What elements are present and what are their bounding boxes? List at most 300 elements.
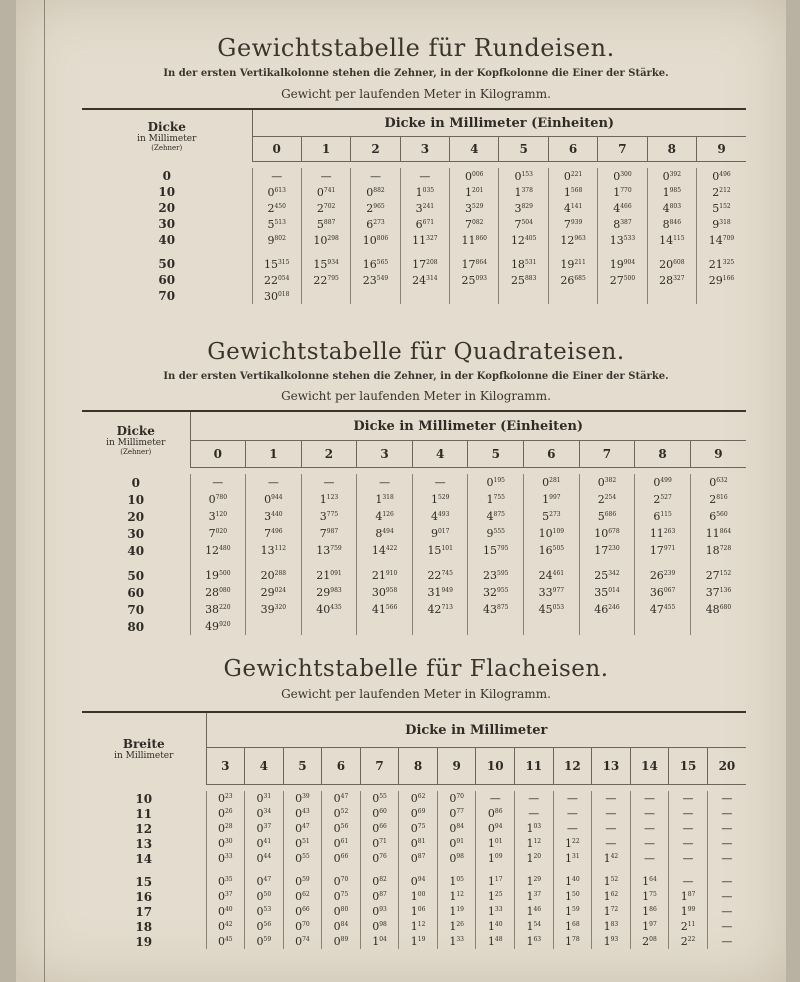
table-cell bbox=[598, 168, 647, 184]
table-cell bbox=[322, 919, 361, 934]
cell-value: 0 bbox=[217, 920, 225, 933]
table-cell bbox=[283, 904, 322, 919]
cell-decimals: 775 bbox=[326, 511, 339, 518]
cell-value: 0 bbox=[410, 807, 418, 820]
table-cell bbox=[322, 904, 361, 919]
table-cell bbox=[669, 851, 708, 866]
table-cell bbox=[579, 508, 635, 525]
cell-decimals: 84 bbox=[456, 823, 464, 830]
table-cell bbox=[246, 474, 302, 491]
cell-decimals: 795 bbox=[327, 274, 339, 282]
table-cell bbox=[524, 525, 580, 542]
cell-decimals: 054 bbox=[277, 274, 290, 282]
cell-decimals: 246 bbox=[608, 604, 620, 611]
cell-value: — bbox=[267, 476, 279, 489]
cell-value: 19 bbox=[560, 257, 575, 271]
table-cell bbox=[206, 806, 245, 821]
table-cell bbox=[647, 216, 696, 232]
cell-decimals: 500 bbox=[219, 570, 231, 577]
table-cell bbox=[301, 168, 350, 184]
cell-decimals: 035 bbox=[422, 186, 435, 194]
cell-decimals: 499 bbox=[660, 477, 672, 484]
table-cell bbox=[707, 904, 746, 919]
table-cell bbox=[399, 919, 438, 934]
table-cell bbox=[206, 889, 245, 904]
cell-value: 31 bbox=[427, 586, 442, 599]
cell-decimals: 829 bbox=[521, 202, 533, 210]
cell-value: 17 bbox=[594, 544, 609, 557]
cell-value: — bbox=[721, 807, 733, 820]
table-cell bbox=[669, 889, 708, 904]
table-cell bbox=[301, 184, 350, 200]
cell-decimals: 560 bbox=[716, 511, 728, 518]
cell-value: — bbox=[643, 852, 655, 865]
table-cell bbox=[357, 618, 413, 635]
cell-value: — bbox=[721, 852, 733, 865]
table-cell bbox=[476, 806, 515, 821]
cell-decimals: 513 bbox=[274, 218, 286, 226]
cell-decimals: 33 bbox=[456, 936, 464, 943]
cell-decimals: 76 bbox=[379, 853, 387, 860]
table-cell bbox=[592, 821, 631, 836]
table-row bbox=[82, 874, 746, 889]
cell-decimals: 949 bbox=[441, 587, 453, 594]
cell-value: 17 bbox=[412, 257, 427, 271]
cell-decimals: 500 bbox=[623, 274, 636, 282]
cell-decimals: 803 bbox=[669, 202, 682, 210]
cell-value: 0 bbox=[333, 920, 341, 933]
cell-value: 26 bbox=[560, 273, 575, 287]
flach-row-label: 19 bbox=[135, 934, 153, 949]
table-row bbox=[82, 232, 746, 248]
table-cell bbox=[468, 601, 524, 618]
table-cell bbox=[548, 184, 597, 200]
quadrat-table bbox=[82, 410, 746, 635]
cell-value: 1 bbox=[449, 920, 457, 933]
cell-decimals: 42 bbox=[610, 853, 619, 860]
table-cell bbox=[598, 256, 647, 272]
cell-decimals: 239 bbox=[663, 570, 676, 577]
cell-value: 0 bbox=[410, 852, 418, 865]
cell-decimals: 496 bbox=[719, 170, 731, 178]
table-cell bbox=[499, 256, 548, 272]
cell-value: 4 bbox=[613, 201, 621, 215]
table-cell bbox=[630, 836, 669, 851]
cell-decimals: 83 bbox=[610, 921, 619, 928]
cell-value: 18 bbox=[510, 257, 525, 271]
cell-decimals: 977 bbox=[552, 587, 565, 594]
table-cell bbox=[553, 904, 592, 919]
table-cell bbox=[190, 601, 246, 618]
cell-value: 0 bbox=[449, 837, 457, 850]
cell-value: 40 bbox=[316, 603, 331, 616]
table-cell bbox=[400, 288, 449, 304]
table-cell bbox=[499, 232, 548, 248]
cell-decimals: 120 bbox=[215, 511, 228, 518]
cell-value: — bbox=[682, 792, 694, 805]
table-cell bbox=[351, 232, 400, 248]
cell-value: 0 bbox=[333, 822, 341, 835]
cell-value: 1 bbox=[565, 875, 573, 888]
cell-value: 29 bbox=[316, 586, 331, 599]
cell-decimals: 440 bbox=[271, 511, 283, 518]
cell-value: 41 bbox=[371, 603, 386, 616]
table-cell bbox=[301, 525, 357, 542]
cell-decimals: 494 bbox=[382, 528, 394, 535]
cell-value: 0 bbox=[372, 792, 380, 805]
table-cell bbox=[400, 216, 449, 232]
cell-value: 3 bbox=[264, 510, 272, 523]
table-cell bbox=[707, 874, 746, 889]
table-cell bbox=[412, 491, 468, 508]
table-cell bbox=[647, 288, 696, 304]
cell-decimals: 300 bbox=[620, 170, 632, 178]
table-cell bbox=[437, 904, 476, 919]
table-cell bbox=[598, 272, 647, 288]
table-row bbox=[82, 601, 746, 618]
flach-row-label: 16 bbox=[135, 889, 153, 904]
table-cell bbox=[669, 919, 708, 934]
quadrat-row-header bbox=[82, 411, 190, 468]
table-cell bbox=[499, 216, 548, 232]
table-cell bbox=[697, 272, 746, 288]
table-cell bbox=[301, 474, 357, 491]
table-cell bbox=[468, 618, 524, 635]
cell-decimals: 109 bbox=[552, 528, 565, 535]
table-cell bbox=[351, 256, 400, 272]
cell-decimals: 944 bbox=[271, 494, 283, 501]
cell-value: 1 bbox=[487, 920, 495, 933]
cell-value: 0 bbox=[217, 890, 225, 903]
cell-decimals: 422 bbox=[385, 545, 398, 552]
cell-value: — bbox=[721, 920, 733, 933]
cell-value: 1 bbox=[319, 493, 327, 506]
table-cell bbox=[283, 806, 322, 821]
cell-value: 1 bbox=[526, 905, 534, 918]
flach-col-digit: 15 bbox=[669, 748, 708, 785]
table-cell bbox=[515, 904, 554, 919]
cell-value: 1 bbox=[410, 890, 418, 903]
table-cell bbox=[400, 272, 449, 288]
table-cell bbox=[707, 889, 746, 904]
cell-value: 1 bbox=[410, 905, 418, 918]
cell-value: 1 bbox=[565, 935, 573, 948]
table-cell bbox=[579, 491, 635, 508]
table-cell bbox=[476, 836, 515, 851]
cell-value: 0 bbox=[208, 493, 216, 506]
table-cell bbox=[252, 168, 301, 184]
cell-decimals: 685 bbox=[574, 274, 586, 282]
cell-value: 15 bbox=[313, 257, 328, 271]
cell-value: 11 bbox=[649, 527, 664, 540]
rund-column-header: Dicke in Millimeter (Einheiten) bbox=[252, 109, 746, 137]
table-cell bbox=[245, 791, 284, 806]
cell-value: 0 bbox=[449, 852, 457, 865]
cell-decimals: 017 bbox=[437, 528, 450, 535]
cell-decimals: 101 bbox=[441, 545, 453, 552]
table-cell bbox=[630, 919, 669, 934]
table-cell bbox=[553, 851, 592, 866]
cell-decimals: 221 bbox=[570, 170, 583, 178]
flach-col-digit: 10 bbox=[476, 748, 515, 785]
cell-value: 24 bbox=[538, 569, 553, 582]
cell-value: 0 bbox=[449, 822, 457, 835]
cell-decimals: 958 bbox=[385, 587, 398, 594]
cell-decimals: 22 bbox=[572, 838, 580, 845]
cell-value: 2 bbox=[642, 935, 650, 948]
cell-decimals: 318 bbox=[382, 494, 394, 501]
cell-value: 0 bbox=[597, 476, 605, 489]
flach-col-digit: 6 bbox=[322, 748, 361, 785]
table-cell bbox=[515, 919, 554, 934]
table-cell bbox=[399, 851, 438, 866]
cell-value: — bbox=[605, 837, 617, 850]
cell-decimals: 455 bbox=[663, 604, 676, 611]
cell-decimals: 875 bbox=[497, 604, 509, 611]
cell-value: 12 bbox=[205, 544, 220, 557]
cell-value: 9 bbox=[267, 233, 275, 247]
table-cell bbox=[707, 934, 746, 949]
cell-decimals: 62 bbox=[610, 891, 619, 898]
cell-value: 2 bbox=[597, 493, 605, 506]
cell-value: 0 bbox=[487, 822, 495, 835]
table-cell bbox=[450, 256, 499, 272]
cell-value: 28 bbox=[659, 273, 674, 287]
cell-decimals: 86 bbox=[649, 906, 657, 913]
cell-decimals: 44 bbox=[263, 853, 272, 860]
table-row bbox=[82, 256, 746, 272]
table-cell bbox=[697, 232, 746, 248]
cell-decimals: 211 bbox=[574, 258, 586, 266]
table-cell bbox=[400, 184, 449, 200]
cell-decimals: 98 bbox=[456, 853, 464, 860]
cell-decimals: 565 bbox=[376, 258, 389, 266]
table-cell bbox=[476, 889, 515, 904]
cell-value: 1 bbox=[449, 905, 457, 918]
table-cell bbox=[707, 851, 746, 866]
cell-decimals: 702 bbox=[323, 202, 336, 210]
cell-decimals: 52 bbox=[610, 876, 619, 883]
table-row bbox=[82, 216, 746, 232]
cell-decimals: 875 bbox=[493, 511, 505, 518]
table-cell bbox=[707, 821, 746, 836]
table-row bbox=[82, 821, 746, 836]
book-page bbox=[16, 0, 786, 982]
table-cell bbox=[630, 806, 669, 821]
cell-value: 19 bbox=[609, 257, 624, 271]
table-cell bbox=[399, 836, 438, 851]
cell-decimals: 686 bbox=[604, 511, 617, 518]
rund-title: Gewichtstabelle für Rundeisen. bbox=[217, 34, 615, 62]
cell-decimals: 22 bbox=[687, 936, 696, 943]
rund-row-header bbox=[82, 109, 252, 162]
cell-value: 1 bbox=[565, 905, 573, 918]
table-cell bbox=[553, 791, 592, 806]
cell-value: 36 bbox=[649, 586, 664, 599]
table-cell bbox=[246, 567, 302, 584]
cell-value: 21 bbox=[708, 257, 723, 271]
cell-value: 2 bbox=[316, 201, 324, 215]
cell-value: — bbox=[379, 476, 391, 489]
cell-value: — bbox=[682, 837, 694, 850]
table-cell bbox=[437, 889, 476, 904]
cell-value: — bbox=[419, 169, 431, 183]
cell-value: 30 bbox=[371, 586, 386, 599]
cell-decimals: 09 bbox=[494, 853, 503, 860]
table-cell bbox=[357, 508, 413, 525]
cell-value: 11 bbox=[705, 527, 720, 540]
cell-decimals: 75 bbox=[340, 891, 349, 898]
cell-decimals: 965 bbox=[373, 202, 385, 210]
cell-decimals: 47 bbox=[340, 793, 349, 800]
flach-row-label: 10 bbox=[135, 791, 153, 806]
table-cell bbox=[635, 508, 691, 525]
table-cell bbox=[357, 601, 413, 618]
cell-decimals: 382 bbox=[604, 477, 617, 484]
cell-value: 4 bbox=[375, 510, 383, 523]
cell-value: 28 bbox=[205, 586, 220, 599]
cell-value: 22 bbox=[313, 273, 328, 287]
rund-row-header-note: (Zehner) bbox=[151, 143, 183, 152]
table-cell bbox=[647, 232, 696, 248]
table-cell bbox=[468, 525, 524, 542]
table-cell bbox=[399, 806, 438, 821]
table-cell bbox=[301, 584, 357, 601]
cell-value: 0 bbox=[217, 852, 225, 865]
table-cell bbox=[468, 491, 524, 508]
cell-decimals: 882 bbox=[373, 186, 385, 194]
cell-value: 1 bbox=[526, 875, 534, 888]
rund-col-digit: 6 bbox=[548, 137, 597, 162]
cell-decimals: 64 bbox=[649, 876, 657, 883]
cell-value: 1 bbox=[565, 837, 573, 850]
cell-decimals: 201 bbox=[472, 186, 484, 194]
table-cell bbox=[412, 618, 468, 635]
cell-value: — bbox=[721, 875, 733, 888]
rund-col-digit: 1 bbox=[301, 137, 350, 162]
flach-column-header: Dicke in Millimeter bbox=[206, 712, 746, 748]
quadrat-col-digit: 8 bbox=[635, 441, 691, 468]
cell-decimals: 35 bbox=[224, 876, 233, 883]
cell-value: 14 bbox=[708, 233, 723, 247]
table-cell bbox=[630, 821, 669, 836]
cell-decimals: 31 bbox=[572, 853, 580, 860]
cell-decimals: 955 bbox=[497, 587, 509, 594]
cell-decimals: 020 bbox=[215, 528, 228, 535]
cell-value: 1 bbox=[526, 935, 534, 948]
table-cell bbox=[476, 904, 515, 919]
cell-value: 1 bbox=[487, 905, 495, 918]
table-cell bbox=[437, 919, 476, 934]
table-cell bbox=[598, 232, 647, 248]
flach-col-digit: 9 bbox=[437, 748, 476, 785]
flach-row-header-label: Breite bbox=[122, 736, 165, 751]
cell-decimals: 11 bbox=[687, 921, 696, 928]
cell-value: 10 bbox=[362, 233, 377, 247]
quadrat-col-digit: 1 bbox=[246, 441, 302, 468]
rund-row-label: 40 bbox=[158, 233, 176, 247]
cell-decimals: 864 bbox=[475, 258, 487, 266]
table-row bbox=[82, 272, 746, 288]
flach-col-digit: 3 bbox=[206, 748, 245, 785]
cell-decimals: 985 bbox=[669, 186, 682, 194]
cell-value: 11 bbox=[412, 233, 427, 247]
cell-decimals: 713 bbox=[441, 604, 453, 611]
table-cell bbox=[697, 288, 746, 304]
table-cell bbox=[206, 919, 245, 934]
rund-col-digit: 0 bbox=[252, 137, 301, 162]
cell-value: 1 bbox=[565, 852, 573, 865]
cell-decimals: 745 bbox=[441, 570, 453, 577]
cell-value: 21 bbox=[316, 569, 331, 582]
table-cell bbox=[301, 256, 350, 272]
quadrat-col-digit: 2 bbox=[301, 441, 357, 468]
cell-value: 5 bbox=[316, 217, 324, 231]
table-cell bbox=[553, 806, 592, 821]
cell-decimals: 53 bbox=[263, 906, 272, 913]
table-cell bbox=[399, 904, 438, 919]
table-cell bbox=[630, 889, 669, 904]
cell-decimals: 595 bbox=[497, 570, 509, 577]
cell-value: 1 bbox=[487, 852, 495, 865]
table-cell bbox=[357, 525, 413, 542]
cell-value: 0 bbox=[333, 837, 341, 850]
cell-decimals: 904 bbox=[623, 258, 636, 266]
cell-value: 0 bbox=[295, 822, 303, 835]
table-cell bbox=[283, 889, 322, 904]
cell-value: 0 bbox=[256, 822, 264, 835]
cell-decimals: 48 bbox=[494, 936, 503, 943]
cell-decimals: 87 bbox=[379, 891, 387, 898]
table-row bbox=[82, 851, 746, 866]
table-cell bbox=[360, 904, 399, 919]
cell-value: 1 bbox=[410, 935, 418, 948]
cell-decimals: 166 bbox=[722, 274, 735, 282]
cell-decimals: 04 bbox=[379, 936, 387, 943]
flach-row-label: 17 bbox=[135, 904, 153, 919]
table-cell bbox=[190, 542, 246, 559]
cell-decimals: 87 bbox=[417, 853, 426, 860]
table-cell bbox=[553, 874, 592, 889]
cell-value: 1 bbox=[449, 890, 457, 903]
cell-value: 1 bbox=[410, 920, 418, 933]
table-cell bbox=[515, 874, 554, 889]
table-cell bbox=[252, 184, 301, 200]
cell-value: 0 bbox=[295, 905, 303, 918]
cell-decimals: 37 bbox=[224, 891, 233, 898]
cell-value: 14 bbox=[659, 233, 674, 247]
cell-value: — bbox=[566, 807, 578, 820]
page-margin-rule bbox=[44, 0, 45, 982]
cell-value: 0 bbox=[256, 905, 264, 918]
table-row bbox=[82, 184, 746, 200]
cell-decimals: 480 bbox=[219, 545, 231, 552]
table-cell bbox=[450, 232, 499, 248]
cell-value: 27 bbox=[609, 273, 624, 287]
table-cell bbox=[252, 272, 301, 288]
table-row bbox=[82, 525, 746, 542]
cell-value: — bbox=[643, 807, 655, 820]
table-row bbox=[82, 474, 746, 491]
rund-row-label: 60 bbox=[158, 273, 176, 287]
cell-decimals: 93 bbox=[610, 936, 619, 943]
table-cell bbox=[690, 584, 746, 601]
table-cell bbox=[707, 836, 746, 851]
table-cell bbox=[579, 584, 635, 601]
table-cell bbox=[245, 836, 284, 851]
cell-value: 0 bbox=[449, 792, 457, 805]
cell-value: 23 bbox=[483, 569, 498, 582]
